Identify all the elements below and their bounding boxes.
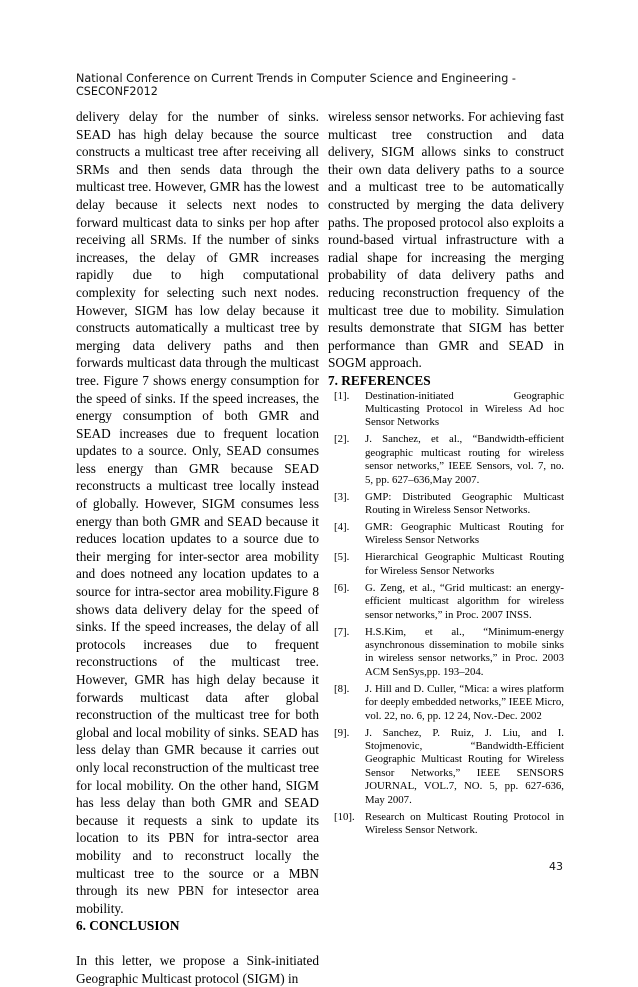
reference-text: Destination-initiated Geographic Multicasting Protocol in Wireless Ad hoc Sensor Networks (365, 389, 564, 429)
reference-number: [4]. (334, 520, 350, 533)
reference-item (334, 582, 564, 622)
reference-item (334, 390, 564, 430)
reference-number: [2]. (334, 433, 350, 446)
reference-number: [9]. (334, 726, 350, 739)
conclusion-heading: 6. CONCLUSION (76, 918, 180, 934)
reference-number: [7]. (334, 625, 350, 638)
reference-text: Research on Multicast Routing Protocol in Wireless Sensor Network. (365, 810, 564, 837)
reference-item (334, 491, 564, 518)
reference-item (334, 727, 564, 807)
reference-text: H.S.Kim, et al., “Minimum-energy asynchronous dissemination to mobile sinks in wireless sensor networks,” in Proc. 2003 ACM SenSys,pp. 193–204. (365, 625, 564, 678)
reference-number: [10]. (334, 810, 355, 823)
references-list (334, 390, 564, 838)
conclusion-paragraph: In this letter, we propose a Sink-initiated Geographic Multicast protocol (SIGM) in (76, 952, 319, 986)
reference-text: GMR: Geographic Multicast Routing for Wireless Sensor Networks (365, 520, 564, 547)
running-header: National Conference on Current Trends in Computer Science and Engineering - CSECONF2012 (76, 72, 516, 98)
body-paragraph: delivery delay for the number of sinks. SEAD has high delay because the source constructs a multicast tree after receiving all SRMs and then sends data through the multicast tree. However, GMR has the lowest delay because it selects next nodes to forward multicast data to sinks per hop after receiving all SRMs. If the number of sinks increases, the delay of GMR increases rapidly due to high computational complexity for selecting such next nodes. However, SIGM has low delay because it constructs automatically a multicast tree by merging data delivery paths and then forwards multicast data through the multicast tree. Figure 7 shows energy consumption for the speed of sinks. If the speed increases, the energy consumption of both GMR and SEAD increases due to frequent location updates to a source. Only, SEAD consumes less energy than GMR because SEAD reconstructs a multicast tree locally instead of globally. However, SIGM consumes less energy than both GMR and SEAD because it reduces location updates to a source due to their merging for inter-sector area mobility and does notneed any location updates to a source for intra-sector area mobility.Figure 8 shows data delivery delay for the speed of sinks. If the speed increases, the delay of all protocols increases due to frequent reconstructions of the multicast tree. However, GMR has high delay because it forwards multicast data after global reconstruction of the multicast tree for both global and local mobility of sinks. SEAD has less delay than GMR because it carries out only local reconstruction of the multicast tree for local mobility. On the other hand, SIGM has less delay than both GMR and SEAD because it requests a sink to update its location to its PBN for intra-sector area mobility and to reconstruct locally the multicast tree to the source or a MBN through its new PBN for intesector area mobility. (76, 109, 319, 916)
reference-item (334, 551, 564, 578)
reference-item (334, 626, 564, 680)
reference-text: J. Sanchez, et al., “Bandwidth-efficient geographic multicast routing for wireless sensor networks,” IEEE Sensors, vol. 7, no. 5, pp. 627–636,May 2007. (365, 433, 564, 486)
reference-text: G. Zeng, et al., “Grid multicast: an energy-efficient multicast algorithm for wireless sensor networks,” in Proc. 2007 INSS. (365, 581, 564, 621)
references-heading: 7. REFERENCES (328, 372, 431, 388)
reference-item (334, 521, 564, 548)
reference-number: [8]. (334, 682, 350, 695)
reference-number: [3]. (334, 490, 350, 503)
reference-text: GMP: Distributed Geographic Multicast Routing in Wireless Sensor Networks. (365, 490, 564, 516)
reference-text: J. Sanchez, P. Ruiz, J. Liu, and I. Stojmenovic, “Bandwidth-Efficient Geographic Multicast Routing for Wireless Sensor Networks,” IEEE SENSORS JOURNAL, VOL.7, NO. 5, pp. 627-636, May 2007. (365, 726, 564, 806)
body-paragraph: wireless sensor networks. For achieving fast multicast tree construction and data delivery, SIGM allows sinks to construct their own data delivery paths to a source and a multicast tree to be automatically constructed by merging the data delivery paths. The proposed protocol also exploits a round-based virtual infrastructure with a radial shape for increasing the merging probability of data delivery paths and reducing reconstruction frequency of the multicast tree due to mobility. Simulation results demonstrate that SIGM has better performance than GMR and SEAD in SOGM approach. (328, 109, 564, 371)
right-column (328, 108, 564, 841)
reference-text: J. Hill and D. Culler, “Mica: a wires platform for deeply embedded networks,” IEEE Micro, vol. 22, no. 6, pp. 12 24, Nov.-Dec. 2002 (365, 682, 564, 722)
reference-number: [1]. (334, 389, 350, 402)
reference-item (334, 683, 564, 723)
reference-number: [5]. (334, 551, 350, 564)
reference-item (334, 433, 564, 487)
reference-number: [6]. (334, 581, 350, 594)
left-column (76, 108, 319, 987)
reference-text: Hierarchical Geographic Multicast Routing for Wireless Sensor Networks (365, 551, 564, 577)
reference-item (334, 811, 564, 838)
page-number: 43 (549, 860, 563, 873)
